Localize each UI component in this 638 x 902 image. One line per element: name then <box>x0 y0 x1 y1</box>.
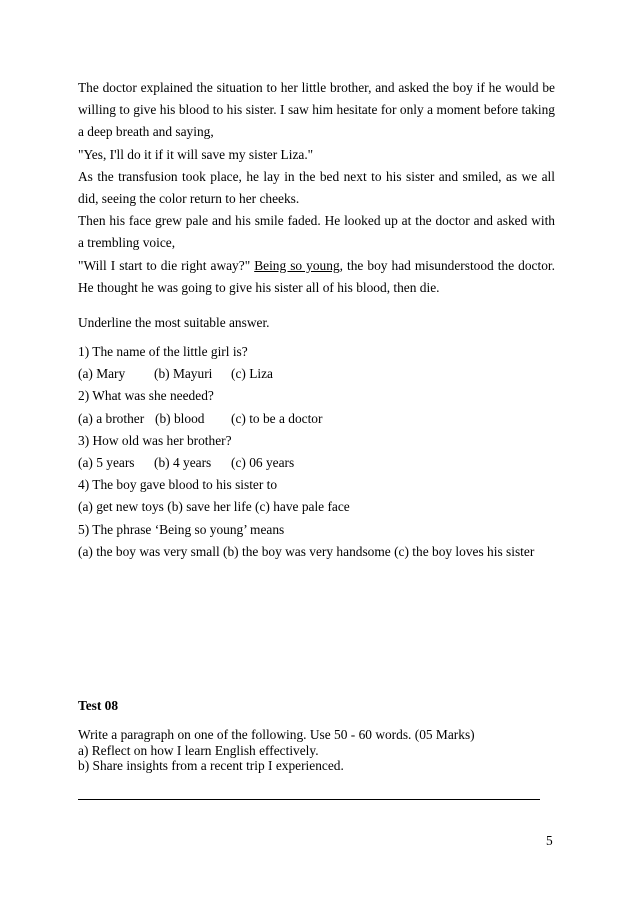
option: (c) 06 years <box>231 454 295 470</box>
page-number: 5 <box>546 833 553 848</box>
option: (b) 4 years <box>154 454 212 470</box>
writing-option: a) Reflect on how I learn English effectively. <box>78 742 319 758</box>
option-row: (a) the boy was very small (b) the boy was very handsome (c) the boy loves his sister <box>78 543 535 559</box>
option-row: (a) get new toys (b) save her life (c) have pale face <box>78 499 350 515</box>
option-row <box>78 408 534 430</box>
reading-passage <box>78 77 555 299</box>
option: (a) 5 years <box>78 454 135 470</box>
question-list <box>78 341 534 563</box>
test-prompt: Write a paragraph on one of the following. Use 50 - 60 words. (05 Marks) <box>78 727 475 742</box>
passage-paragraph: As the transfusion took place, he lay in the bed next to his sister and smiled, as we all did, seeing the color return to her cheeks. <box>78 168 555 207</box>
question-text: 4) The boy gave blood to his sister to <box>78 477 278 493</box>
option: (c) Liza <box>231 366 273 382</box>
option-row <box>78 363 534 385</box>
passage-paragraph: Then his face grew pale and his smile faded. He looked up at the doctor and asked with a trembling voice, <box>78 213 555 251</box>
passage-text: "Will I start to die right away?" <box>78 257 255 273</box>
option-row <box>78 452 534 474</box>
passage-paragraph: The doctor explained the situation to her little brother, and asked the boy if he would be willing to give his blood to his sister. I saw him hesitate for only a moment before taking a deep breath and saying, <box>78 80 555 140</box>
option: (a) Mary <box>78 366 126 382</box>
option: (b) Mayuri <box>154 366 213 382</box>
test-title: Test 08 <box>78 698 119 713</box>
test-instructions <box>78 727 475 774</box>
passage-text: , the boy had misunderstood the doctor. He thought he was going to give his sister all of his blood, then die. <box>78 257 555 295</box>
answer-line <box>78 799 540 800</box>
underlined-phrase: Being so young <box>254 257 340 273</box>
option: (c) to be a doctor <box>231 410 323 426</box>
question-text: 5) The phrase ‘Being so young’ means <box>78 521 285 537</box>
instruction: Underline the most suitable answer. <box>78 315 270 330</box>
writing-option: b) Share insights from a recent trip I experienced. <box>78 758 344 774</box>
passage-paragraph: "Yes, I'll do it if it will save my sister Liza." <box>78 146 314 162</box>
question-text: 1) The name of the little girl is? <box>78 344 248 359</box>
option: (b) blood <box>155 410 205 426</box>
question-text: 3) How old was her brother? <box>78 432 232 448</box>
passage-paragraph <box>78 255 555 299</box>
option: (a) a brother <box>78 410 145 426</box>
question-text: 2) What was she needed? <box>78 388 214 404</box>
